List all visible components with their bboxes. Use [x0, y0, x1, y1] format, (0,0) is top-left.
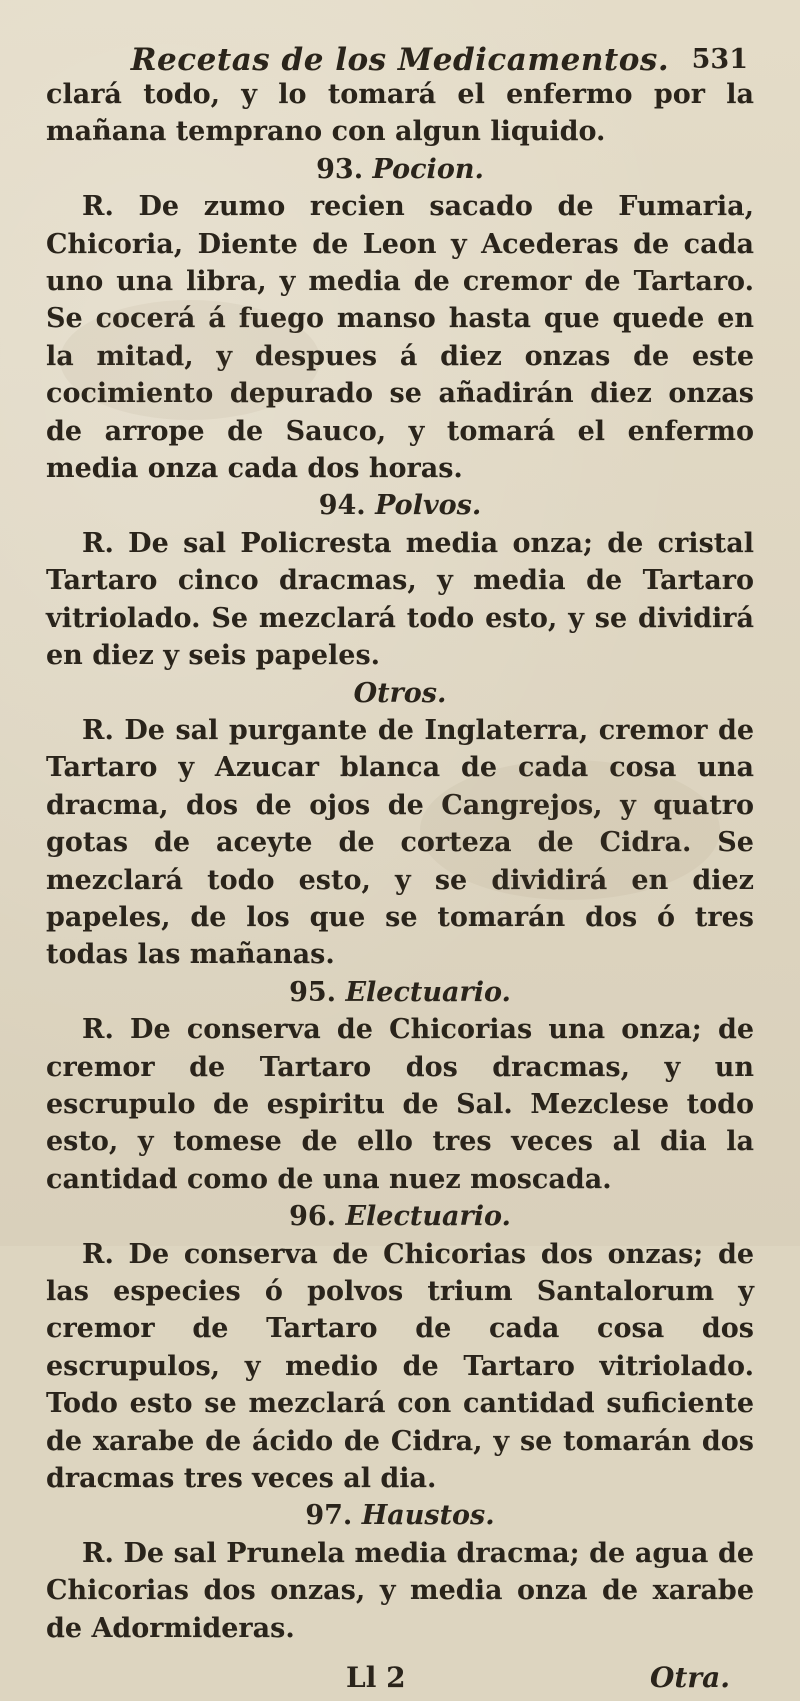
- page-body: [46, 76, 754, 1647]
- page-header: [46, 42, 754, 78]
- recipe-name: Pocion.: [372, 153, 484, 185]
- page-number: 531: [691, 44, 748, 75]
- recipe-heading: [46, 1497, 754, 1534]
- recipe-number: 93.: [316, 153, 364, 185]
- recipe-name: Electuario.: [345, 976, 511, 1008]
- page-footer: [46, 1661, 754, 1701]
- body-paragraph: R. De conserva de Chicorias dos onzas; de las especies ó polvos trium Santalorum y cremor de Tartaro de cada cosa dos escrupulos, y medio de Tartaro vitriolado. Todo esto se mezclará con cantidad suficiente de xarabe de ácido de Cidra, y se tomarán dos dracmas tres veces al dia.: [46, 1238, 754, 1495]
- running-title: Recetas de los Medicamentos.: [130, 42, 670, 78]
- recipe-heading: [46, 974, 754, 1011]
- recipe-name: Electuario.: [345, 1201, 511, 1233]
- body-paragraph: R. De sal Prunela media dracma; de agua de Chicorias dos onzas, y media onza de xarabe de Adormideras.: [46, 1537, 754, 1644]
- recipe-heading: [46, 487, 754, 524]
- recipe-number: 96.: [289, 1201, 337, 1233]
- body-paragraph: R. De zumo recien sacado de Fumaria, Chicoria, Diente de Leon y Acederas de cada uno una libra, y media de cremor de Tartaro. Se cocerá á fuego manso hasta que quede en la mitad, y despues á diez onzas de este cocimiento depurado se añadirán diez onzas de arrope de Sauco, y tomará el enfermo media onza cada dos horas.: [46, 191, 754, 485]
- recipe-heading: [46, 675, 754, 712]
- recipe-name: Otros.: [353, 677, 447, 709]
- recipe-number: 97.: [305, 1500, 353, 1532]
- body-paragraph: R. De conserva de Chicorias una onza; de cremor de Tartaro dos dracmas, y un escrupulo de espiritu de Sal. Mezclese todo esto, y tomese de ello tres veces al dia la cantidad como de una nuez moscada.: [46, 1014, 754, 1195]
- recipe-number: 95.: [289, 976, 337, 1008]
- recipe-name: Polvos.: [375, 490, 482, 522]
- recipe-number: 94.: [318, 490, 366, 522]
- body-paragraph: R. De sal purgante de Inglaterra, cremor de Tartaro y Azucar blanca de cada cosa una dracma, dos de ojos de Cangrejos, y quatro gotas de aceyte de corteza de Cidra. Se mezclará todo esto, y se dividirá en diez papeles, de los que se tomarán dos ó tres todas las mañanas.: [46, 714, 754, 971]
- signature-mark: Ll 2: [346, 1661, 406, 1695]
- catchword: Otra.: [650, 1661, 730, 1695]
- body-paragraph: R. De sal Policresta media onza; de cristal Tartaro cinco dracmas, y media de Tartaro vitriolado. Se mezclará todo esto, y se dividirá en diez y seis papeles.: [46, 527, 754, 672]
- recipe-name: Haustos.: [361, 1500, 495, 1532]
- body-paragraph: clará todo, y lo tomará el enfermo por la mañana temprano con algun liquido.: [46, 79, 754, 148]
- recipe-heading: [46, 151, 754, 188]
- recipe-heading: [46, 1198, 754, 1235]
